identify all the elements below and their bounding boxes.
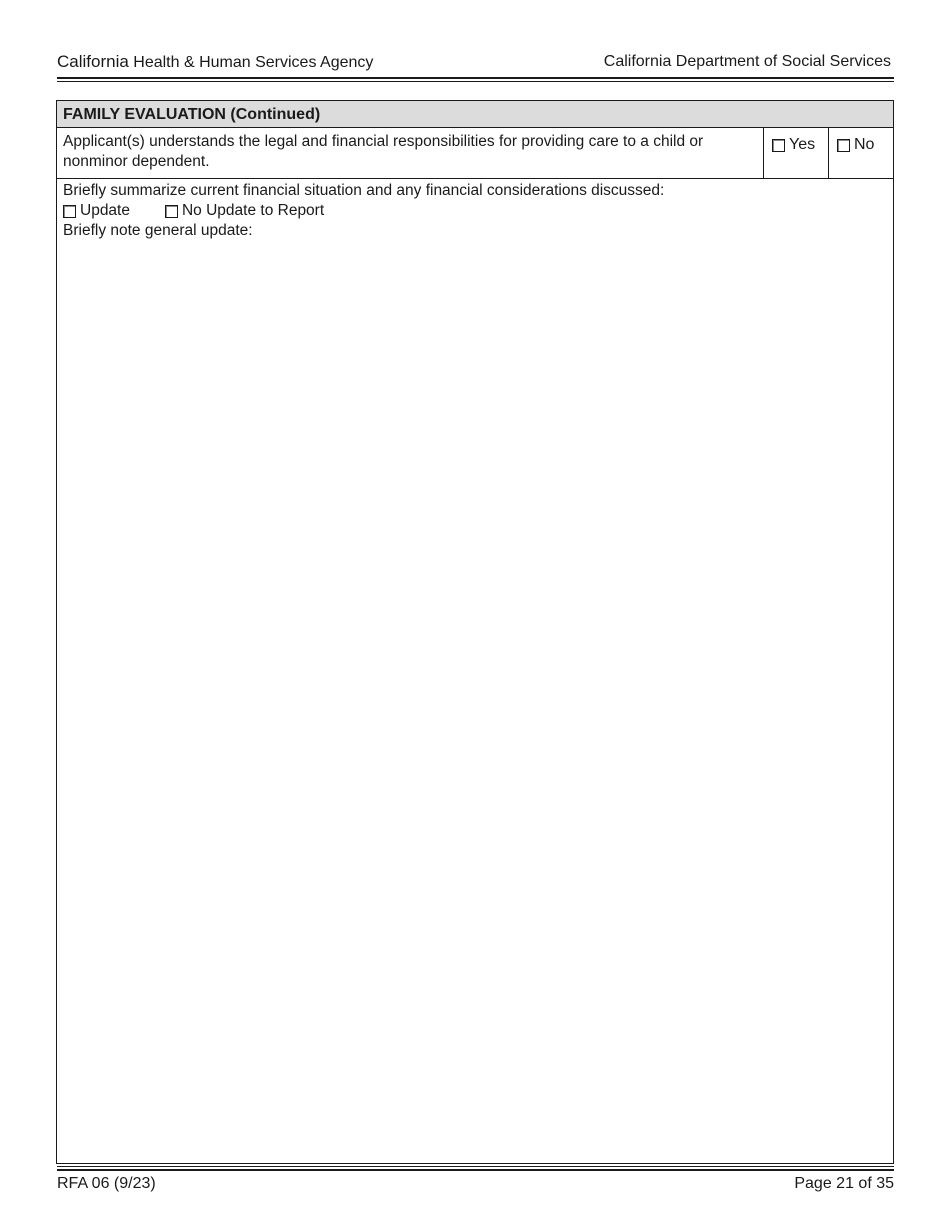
financial-summary <box>63 181 883 241</box>
no-option[interactable] <box>837 136 874 154</box>
page-footer <box>57 1175 894 1197</box>
no-update-label: No Update to Report <box>181 202 325 219</box>
page-header <box>57 52 891 74</box>
question-row <box>57 128 893 179</box>
yes-option[interactable] <box>772 136 815 154</box>
yes-label: Yes <box>789 136 816 153</box>
no-update-option[interactable] <box>165 201 324 221</box>
no-cell <box>828 128 894 178</box>
footer-rule-thin <box>57 1166 894 1167</box>
agency-title <box>57 52 373 72</box>
footer-rule-thick <box>57 1169 894 1171</box>
update-checkbox[interactable] <box>63 205 76 218</box>
update-options <box>63 201 883 221</box>
agency-name: Health & Human Services Agency <box>133 54 374 71</box>
no-checkbox[interactable] <box>837 139 850 152</box>
section-title: FAMILY EVALUATION (Continued) <box>63 106 321 123</box>
header-rule-thin <box>57 81 894 82</box>
state-name: California <box>57 52 129 71</box>
form-id: RFA 06 (9/23) <box>57 1175 156 1192</box>
no-update-checkbox[interactable] <box>165 205 178 218</box>
summary-prompt: Briefly summarize current financial situation and any financial considerations discussed: <box>63 182 665 199</box>
update-option[interactable] <box>63 201 130 221</box>
note-prompt: Briefly note general update: <box>63 222 253 239</box>
update-label: Update <box>80 202 130 219</box>
question-text: Applicant(s) understands the legal and financial responsibilities for providing care to a child or nonminor dependent. <box>63 133 704 170</box>
form-section <box>56 100 894 1164</box>
department-name: California Department of Social Services <box>603 53 891 70</box>
yes-cell <box>763 128 829 178</box>
no-label: No <box>854 136 875 153</box>
page-number: Page 21 of 35 <box>794 1175 894 1192</box>
yes-checkbox[interactable] <box>772 139 785 152</box>
header-rule-thick <box>57 77 894 79</box>
section-header <box>57 101 893 128</box>
